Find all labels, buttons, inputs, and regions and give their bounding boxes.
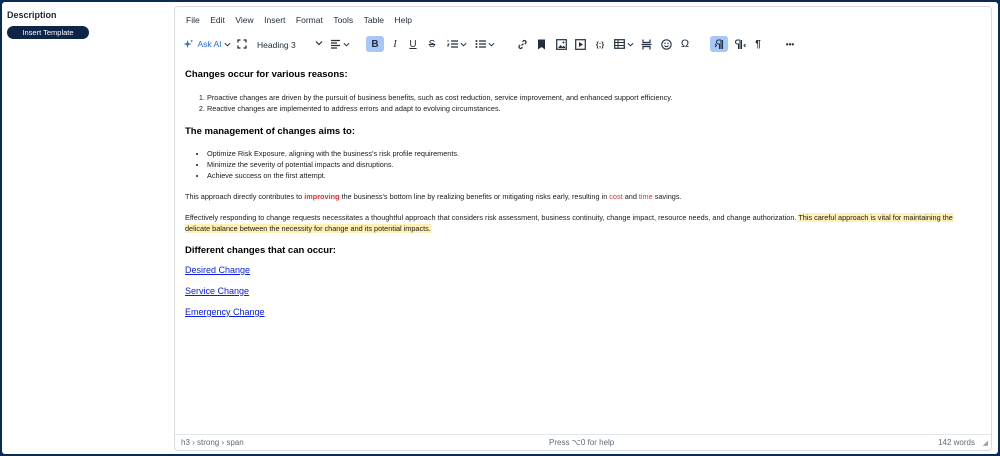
rtl-pilcrow-icon bbox=[735, 39, 746, 50]
block-format-value: Heading 3 bbox=[257, 39, 296, 50]
editor-content[interactable] bbox=[185, 69, 975, 318]
help-hint: Press ⌥0 for help bbox=[549, 438, 615, 447]
strikethrough-button[interactable]: S bbox=[428, 38, 436, 50]
ltr-pilcrow-icon bbox=[714, 39, 725, 50]
highlighted-word: improving bbox=[304, 192, 340, 201]
menubar bbox=[175, 15, 422, 29]
table-icon bbox=[614, 39, 625, 49]
text-run: Effectively responding to change requests necessitates a thoughtful approach that considers risk assessment, business continuity, change impact, resource needs, and change authorization. bbox=[185, 213, 799, 222]
chevron-down-icon bbox=[224, 41, 231, 48]
special-character-button[interactable]: Ω bbox=[680, 38, 690, 50]
text-run: the business's bottom line by realizing benefits or mitigating risks early, resulting in bbox=[339, 192, 610, 201]
highlighted-word: cost bbox=[609, 192, 623, 201]
ask-ai-label: Ask AI bbox=[197, 39, 222, 49]
code-sample-button[interactable]: {;} bbox=[595, 39, 605, 49]
text-run: and bbox=[622, 192, 639, 201]
menu-view[interactable]: View bbox=[235, 15, 254, 25]
word-count[interactable]: 142 words bbox=[938, 438, 975, 447]
toolbar bbox=[175, 34, 991, 54]
chevron-down-icon bbox=[460, 41, 467, 48]
bookmark-button[interactable] bbox=[534, 36, 548, 52]
bullet-list-icon bbox=[475, 39, 486, 49]
image-button[interactable] bbox=[554, 36, 568, 52]
text-run: This approach directly contributes to bbox=[185, 192, 305, 201]
numbered-list-button[interactable] bbox=[445, 36, 469, 52]
menu-help[interactable]: Help bbox=[394, 15, 412, 25]
emoji-button[interactable] bbox=[659, 36, 673, 52]
list-item: 2. Reactive changes are implemented to address errors and adapt to evolving circumstances. bbox=[207, 103, 975, 114]
heading-reasons: Changes occur for various reasons: bbox=[185, 69, 348, 80]
chevron-down-icon bbox=[627, 41, 634, 48]
numbered-list-icon bbox=[447, 39, 458, 49]
show-blocks-button[interactable]: ¶ bbox=[755, 38, 761, 50]
description-label: Description bbox=[7, 10, 57, 20]
list-item: • Optimize Risk Exposure, aligning with the business's risk profile requirements. bbox=[207, 148, 975, 159]
highlighted-word: time bbox=[638, 192, 653, 201]
insert-template-button[interactable]: Insert Template bbox=[7, 26, 89, 39]
fullscreen-button[interactable] bbox=[235, 36, 249, 52]
element-path[interactable]: h3 › strong › span bbox=[181, 438, 244, 447]
resize-handle-icon[interactable]: ◢ bbox=[982, 440, 988, 447]
italic-button[interactable]: I bbox=[393, 38, 397, 50]
list-item: 1. Proactive changes are driven by the pursuit of business benefits, such as cost reduction, service improvement, and enhanced support efficiency. bbox=[207, 92, 975, 103]
highlighted-text: This careful approach is vital for maintaining the delicate balance between the necessity for change and its potential impacts. bbox=[185, 213, 953, 233]
aims-list bbox=[185, 148, 975, 181]
media-button[interactable] bbox=[573, 36, 587, 52]
menu-table[interactable]: Table bbox=[363, 15, 384, 25]
reasons-list bbox=[185, 92, 975, 114]
menu-tools[interactable]: Tools bbox=[333, 15, 354, 25]
page-break-button[interactable] bbox=[639, 36, 653, 52]
align-button[interactable] bbox=[328, 36, 352, 52]
ltr-button[interactable] bbox=[710, 36, 728, 52]
bullet-list-button[interactable] bbox=[473, 36, 497, 52]
sparkle-icon bbox=[183, 39, 194, 50]
align-left-icon bbox=[330, 39, 341, 49]
ask-ai-button[interactable] bbox=[183, 36, 231, 52]
page-frame bbox=[2, 2, 998, 454]
rtl-button[interactable] bbox=[733, 36, 747, 52]
more-button[interactable]: ••• bbox=[785, 39, 795, 49]
menu-edit[interactable]: Edit bbox=[210, 15, 225, 25]
link-button[interactable] bbox=[515, 36, 529, 52]
underline-button[interactable]: U bbox=[409, 38, 417, 50]
chevron-down-icon bbox=[343, 41, 350, 48]
paragraph-approach bbox=[185, 191, 975, 202]
link-desired-change[interactable]: Desired Change bbox=[185, 265, 251, 275]
media-icon bbox=[575, 39, 586, 50]
heading-aims: The management of changes aims to: bbox=[185, 126, 355, 137]
left-panel bbox=[2, 2, 172, 454]
menu-format[interactable]: Format bbox=[295, 15, 323, 25]
heading-different-changes: Different changes that can occur: bbox=[185, 245, 336, 256]
bookmark-icon bbox=[537, 39, 546, 50]
link-icon bbox=[517, 39, 528, 50]
list-item: • Achieve success on the first attempt. bbox=[207, 170, 975, 181]
chevron-down-icon bbox=[488, 41, 495, 48]
block-format-select[interactable] bbox=[253, 37, 325, 52]
rich-text-editor bbox=[174, 6, 992, 451]
paragraph-responding bbox=[185, 212, 975, 234]
list-item: • Minimize the severity of potential impacts and disruptions. bbox=[207, 159, 975, 170]
link-emergency-change[interactable]: Emergency Change bbox=[185, 307, 265, 317]
menu-insert[interactable]: Insert bbox=[264, 15, 286, 25]
menu-file[interactable]: File bbox=[186, 15, 200, 25]
emoji-icon bbox=[661, 39, 672, 50]
page-break-icon bbox=[641, 39, 652, 50]
fullscreen-icon bbox=[237, 39, 247, 49]
bold-button[interactable]: B bbox=[366, 36, 384, 52]
chevron-down-icon bbox=[315, 39, 323, 47]
text-run: savings. bbox=[652, 192, 682, 201]
link-service-change[interactable]: Service Change bbox=[185, 286, 250, 296]
image-icon bbox=[556, 39, 567, 50]
table-button[interactable] bbox=[612, 36, 636, 52]
status-bar bbox=[175, 434, 991, 450]
